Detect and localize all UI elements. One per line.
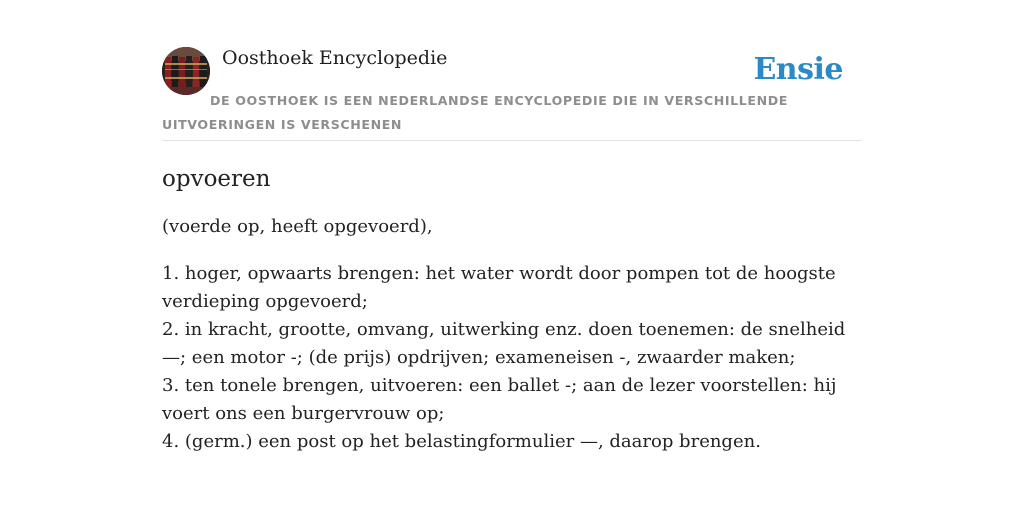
definition-item: 1. hoger, opwaarts brengen: het water wordt door pompen tot de hoogste verdieping opgevoerd; xyxy=(162,263,836,312)
definition-item: 3. ten tonele brengen, uitvoeren: een ballet -; aan de lezer voorstellen: hij voert ons een burgervrouw op; xyxy=(162,375,837,424)
entry-content xyxy=(162,163,862,456)
entry-headword: opvoeren xyxy=(162,166,271,192)
ensie-logo[interactable]: Ensie xyxy=(753,52,843,87)
source-title[interactable]: Oosthoek Encyclopedie xyxy=(222,47,448,69)
definition-item: 2. in kracht, grootte, omvang, uitwerking enz. doen toenemen: de snelheid —; een motor -; (de prijs) opdrijven; exameneisen -, zwaarder maken; xyxy=(162,319,846,368)
entry-grammar: (voerde op, heeft opgevoerd), xyxy=(162,216,433,237)
source-description: DE OOSTHOEK IS EEN NEDERLANDSE ENCYCLOPEDIE DIE IN VERSCHILLENDE UITVOERINGEN IS VERSCHENEN xyxy=(162,93,789,132)
encyclopedia-books-icon xyxy=(162,47,210,95)
source-avatar[interactable] xyxy=(162,47,210,95)
source-header xyxy=(162,46,862,141)
definition-item: 4. (germ.) een post op het belastingformulier —, daarop brengen. xyxy=(162,431,761,452)
entry-definitions xyxy=(162,260,862,456)
